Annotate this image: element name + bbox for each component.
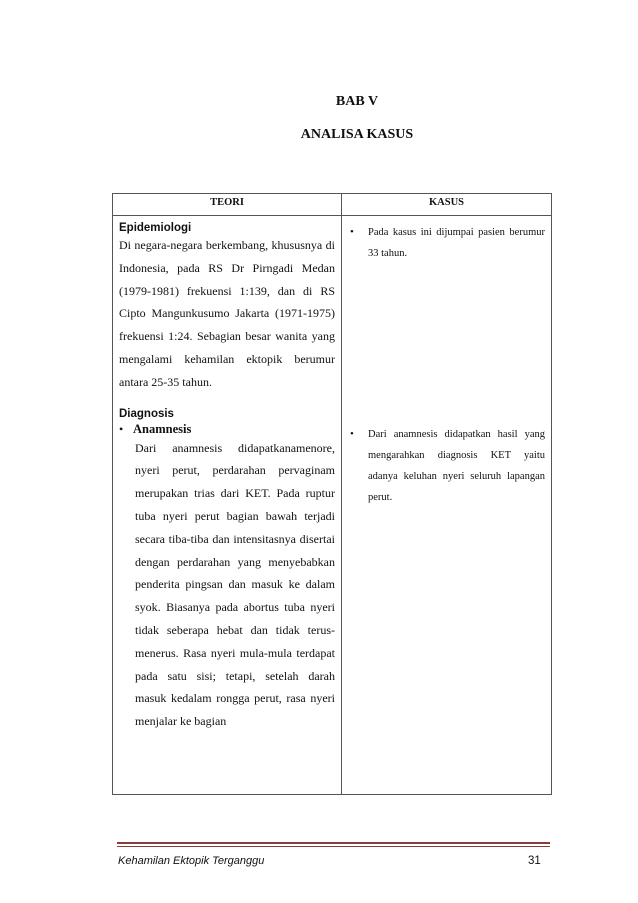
kasus-item [350, 222, 545, 264]
anamnesis-title: Anamnesis [133, 421, 192, 436]
kasus-text-epidemiologi: Pada kasus ini dijumpai pasien berumur 33 tahun. [368, 227, 545, 259]
footer-divider-thin [117, 846, 550, 847]
case-analysis-table [112, 193, 552, 795]
footer-divider [117, 842, 550, 844]
table-header-row [113, 194, 552, 216]
bullet-icon: • [119, 421, 124, 436]
anamnesis-item [119, 422, 335, 437]
diagnosis-title: Diagnosis [119, 407, 174, 420]
chapter-title: ANALISA KASUS [300, 127, 414, 142]
footer-title: Kehamilan Ektopik Terganggu [118, 855, 265, 867]
bullet-icon: • [350, 226, 354, 238]
chapter-heading: BAB V [335, 94, 379, 109]
table-row [113, 216, 552, 795]
kasus-cell [342, 216, 552, 795]
page-number: 31 [528, 855, 541, 867]
epidemiologi-text: Di negara-negara berkembang, khususnya di Indonesia, pada RS Dr Pirngadi Medan (1979-1981) frekuensi 1:139, dan di RS Cipto Mangunkusumo Jakarta (1971-1975) frekuensi 1:24. Sebagian besar wanita yang mengalami kehamilan ektopik berumur antara 25-35 tahun. [119, 238, 335, 389]
kasus-item [350, 424, 545, 508]
column-header-kasus: KASUS [342, 194, 552, 216]
kasus-text-diagnosis: Dari anamnesis didapatkan hasil yang mengarahkan diagnosis KET yaitu adanya keluhan nyeri seluruh lapangan perut. [368, 429, 545, 503]
epidemiologi-title: Epidemiologi [119, 222, 192, 234]
teori-cell [113, 216, 342, 795]
anamnesis-text: Dari anamnesis didapatkanamenore, nyeri perut, perdarahan pervaginam merupakan trias dari KET. Pada ruptur tuba nyeri perut bagian bawah terjadi secara tiba-tiba dan intensitasnya disertai dengan perdarahan yang menyebabkan penderita pingsan dan masuk ke dalam syok. Biasanya pada abortus tuba nyeri tidak seberapa hebat dan tidak terus-menerus. Rasa nyeri mula-mula terdapat pada satu sisi; tetapi, setelah darah masuk kedalam rongga perut, rasa nyeri menjalar ke bagian [135, 440, 335, 729]
bullet-icon: • [350, 428, 354, 440]
column-header-teori: TEORI [113, 194, 342, 216]
